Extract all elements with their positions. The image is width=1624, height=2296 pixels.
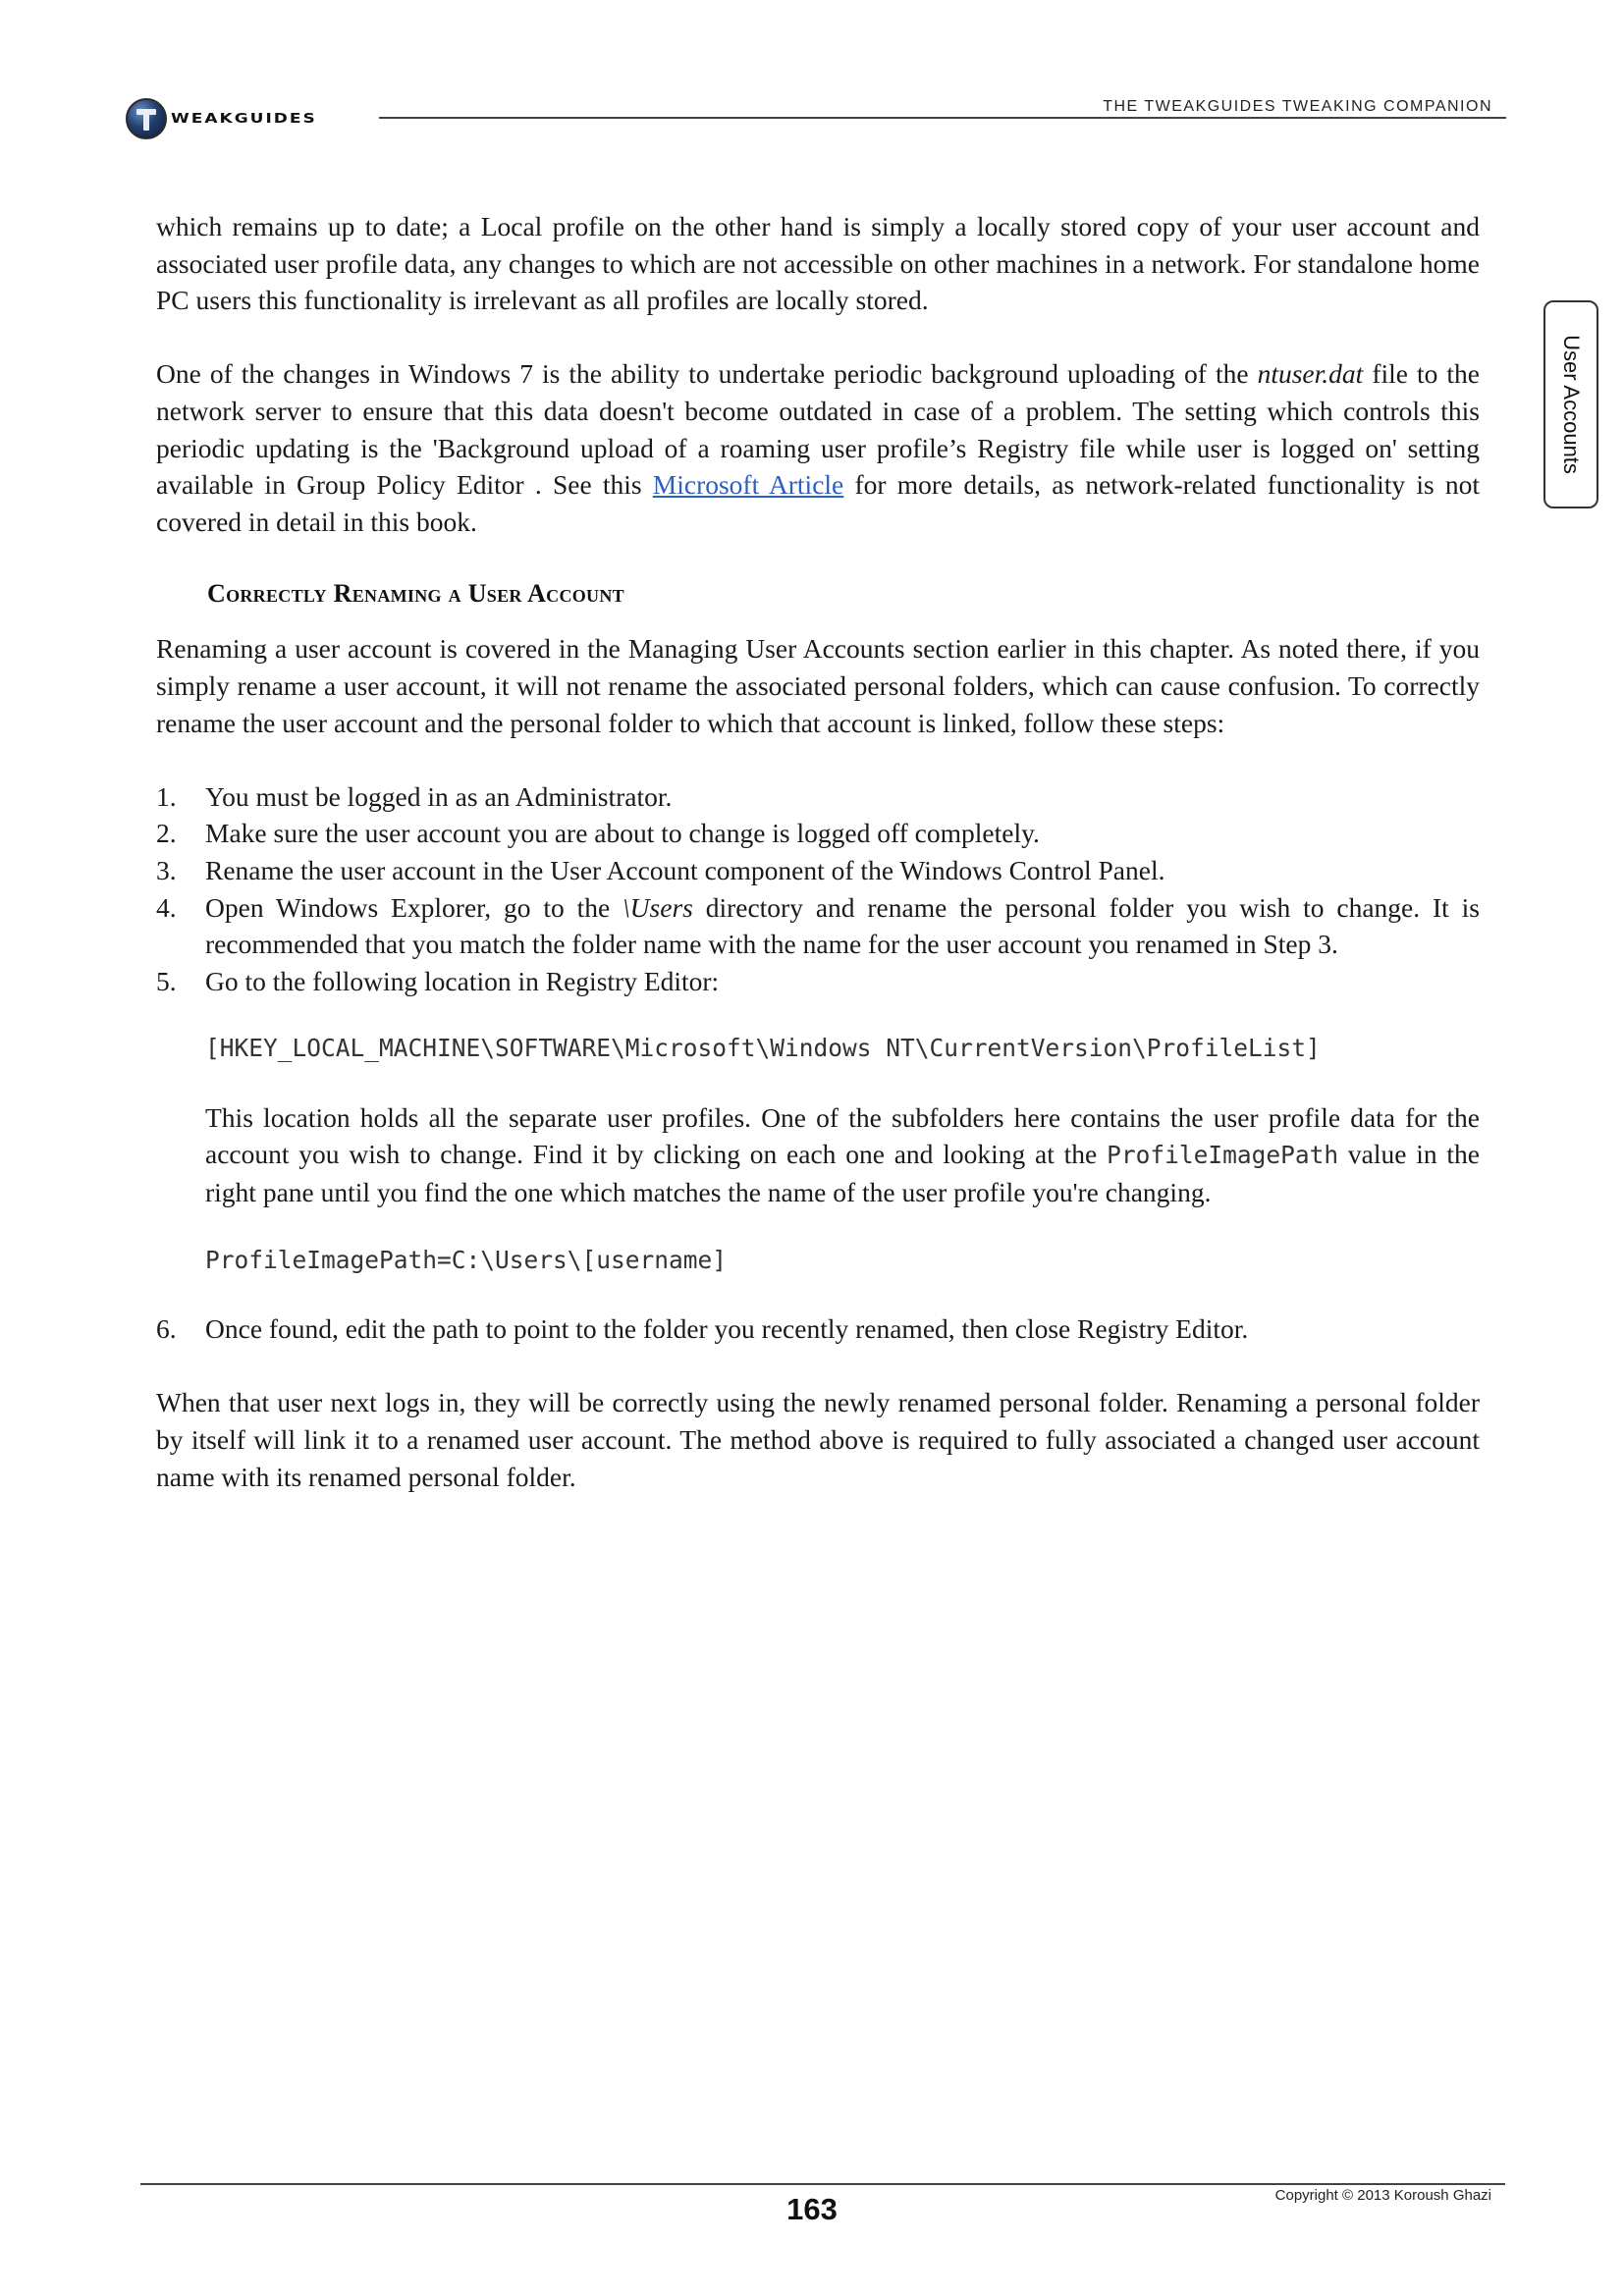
logo-text: WEAKGUIDES (171, 111, 317, 127)
text-run: This location holds all the separate user profiles. One of the subfolders here contains the user profile data for the account you wish to change. Find it by clicking on each one and looking at the (205, 1101, 1480, 1170)
paragraph-roaming-profiles: which remains up to date; a Local profile on the other hand is simply a locally stored copy of your user account and associated user profile data, any changes to which are not accessible on other machines in a network. For standalone home PC users this functionality is irrelevant as all profiles are locally stored. (156, 211, 1480, 316)
paragraph-spacer (205, 999, 1480, 1030)
footer-divider (140, 2183, 1505, 2185)
profile-image-path-value: ProfileImagePath (1107, 1141, 1339, 1170)
paragraph-spacer (205, 1211, 1480, 1242)
step-number: 2. (156, 818, 177, 849)
page-body (156, 208, 1480, 1495)
paragraph-spacer (156, 741, 1480, 778)
text-run: Open Windows Explorer, go to the (205, 891, 623, 923)
step-text: You must be logged in as an Administrator. (205, 780, 673, 812)
step-text: Once found, edit the path to point to the folder you recently renamed, then close Registry Editor. (205, 1313, 1249, 1345)
step-text: Go to the following location in Registry Editor: (205, 965, 720, 996)
copyright-notice: Copyright © 2013 Koroush Ghazi (1274, 2187, 1491, 2204)
rename-steps-list (156, 778, 1480, 1000)
ntuser-filename: ntuser.dat (1257, 358, 1364, 390)
step5-details (205, 999, 1480, 1310)
step-number: 3. (156, 854, 177, 885)
paragraph-spacer (156, 319, 1480, 356)
rename-steps-list-continued (156, 1310, 1480, 1348)
page-header (126, 94, 1506, 143)
list-item (156, 889, 1480, 963)
section-heading: Correctly Renaming a User Account (207, 579, 624, 609)
step-number: 4. (156, 891, 177, 923)
registry-key-path: [HKEY_LOCAL_MACHINE\SOFTWARE\Microsoft\Windows NT\CurrentVersion\ProfileList] (205, 1034, 1321, 1063)
tweakguides-logo[interactable] (126, 96, 317, 141)
chapter-side-tab-label: User Accounts (1559, 335, 1584, 474)
list-item (156, 778, 1480, 816)
text-run: for more details, as network-related functionality is not covered in detail in this book. (156, 469, 1480, 537)
text-run: directory and rename the personal folder you wish to change. It is recommended that you match the folder name with the name for the user account you renamed in Step 3. (205, 891, 1480, 960)
microsoft-article-link[interactable]: Microsoft Article (652, 469, 844, 501)
tweakguides-logo-icon (126, 98, 167, 139)
users-path: \Users (623, 891, 693, 923)
header-divider (379, 117, 1506, 119)
text-run: One of the changes in Windows 7 is the ability to undertake periodic background uploading of the (156, 358, 1258, 390)
page-number: 163 (786, 2192, 838, 2226)
book-title: THE TWEAKGUIDES TWEAKING COMPANION (1103, 98, 1492, 115)
profile-path-example: ProfileImagePath=C:\Users\[username] (205, 1245, 728, 1274)
text-run: value in the right pane until you find the one which matches the name of the user profile you're changing. (205, 1139, 1480, 1208)
step-number: 1. (156, 780, 177, 812)
step-number: 6. (156, 1313, 177, 1345)
paragraph-spacer (205, 1278, 1480, 1310)
paragraph-spacer (156, 540, 1480, 573)
paragraph-closing: When that user next logs in, they will be correctly using the newly renamed personal folder. Renaming a personal folder by itself will link it to a renamed user account. The method above is required to fully associated a changed user account name with its renamed personal folder. (156, 1387, 1480, 1492)
step5-note (205, 1099, 1480, 1211)
step-text (205, 889, 1480, 963)
list-item (156, 852, 1480, 889)
list-item (156, 1310, 1480, 1348)
chapter-side-tab (1543, 300, 1598, 508)
paragraph-spacer (205, 1067, 1480, 1099)
step-text: Make sure the user account you are about to change is logged off completely. (205, 818, 1040, 849)
list-item (156, 963, 1480, 1000)
paragraph-spacer (156, 1348, 1480, 1385)
step-text: Rename the user account in the User Account component of the Windows Control Panel. (205, 854, 1165, 885)
text-run: file to the network server to ensure that this data doesn't become outdated in case of a problem. The setting which controls this periodic updating is the 'Background upload of a roaming user profile’s Registry file while user is logged on' setting available in Group Policy Editor . See this (156, 358, 1480, 501)
paragraph-background-upload (156, 355, 1480, 540)
step-number: 5. (156, 965, 177, 996)
list-item (156, 815, 1480, 852)
paragraph-rename-intro: Renaming a user account is covered in the Managing User Accounts section earlier in this chapter. As noted there, if you simply rename a user account, it will not rename the associated personal folders, which can cause confusion. To correctly rename the user account and the personal folder to which that account is linked, follow these steps: (156, 633, 1480, 738)
